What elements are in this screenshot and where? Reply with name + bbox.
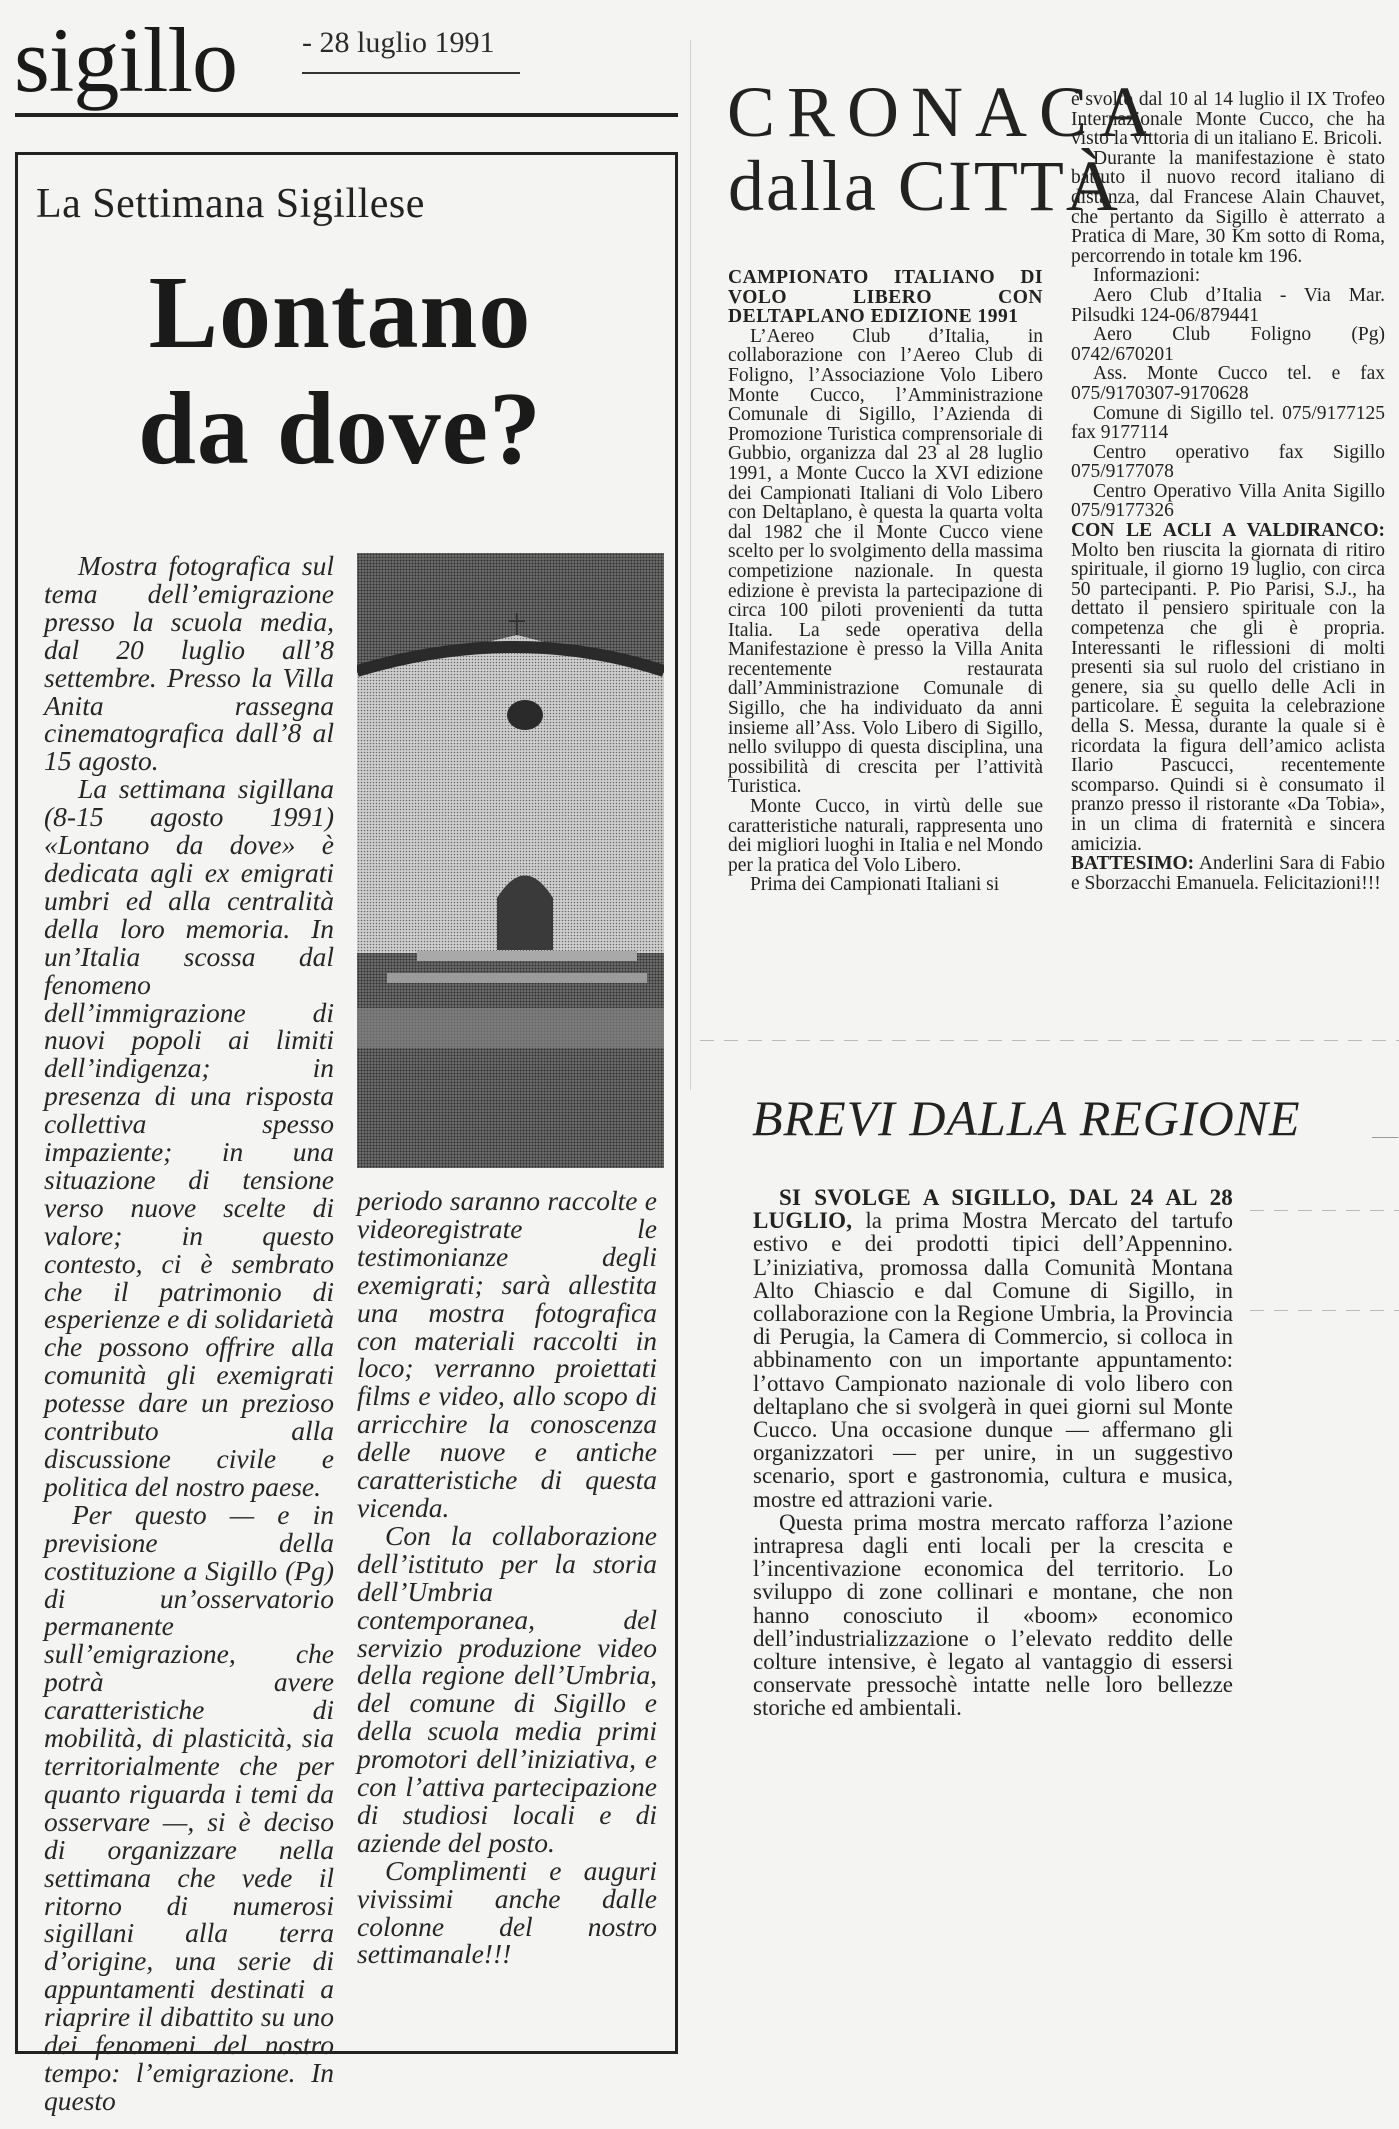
paragraph: Monte Cucco, in virtù delle sue caratteristiche naturali, rappresenta uno dei migliori luoghi in Italia e nel Mondo per la pratica del Volo Libero. <box>728 796 1043 876</box>
battesimo-heading: BATTESIMO: <box>1071 853 1195 875</box>
contact-line: Aero Club d’Italia - Via Mar. Pilsudki 124-06/879441 <box>1071 284 1385 326</box>
contact-line: Ass. Monte Cucco tel. e fax 075/9170307-9170628 <box>1071 363 1385 404</box>
contact-line: Aero Club Foligno (Pg) 0742/670201 <box>1071 324 1385 365</box>
battesimo-paragraph <box>1071 854 1385 893</box>
margin-mark <box>1250 1210 1399 1211</box>
date-underline <box>302 72 520 74</box>
paragraph: L’Aereo Club d’Italia, in collaborazione con l’Aereo Club di Foligno, l’Associazione Volo Libero Monte Cucco, l’Amministrazione Comunale di Sigillo, l’Azienda di Promozione Turistica comprensoriale di Gubbio, organizza dal 23 al 28 luglio 1991, a Monte Cucco la XVI edizione dei Campionati Italiani di Volo Libero con Deltaplano, è questa la quarta volta dal 1982 che il Monte Cucco viene scelto per lo svolgimento della massima competizione nazionale. In questa edizione è prevista la partecipazione di circa 100 piloti provenienti da tutta Italia. La sede operativa della Manifestazione è presso la Villa Anita recentemente restaurata dall’Amministrazione Comunale di Sigillo, che ha individuato da anni insieme all’Ass. Volo Libero di Sigillo, nello sviluppo di questa disciplina, una possibilità di crescita per l’attività Turistica. <box>728 325 1043 798</box>
paragraph: Mostra fotografica sul tema dell’emigrazione presso la scuola media, dal 20 luglio all’8 settembre. Presso la Villa Anita rassegna cinematografica dall’8 al 15 agosto. <box>44 550 334 777</box>
column-divider <box>690 40 691 1090</box>
masthead-rule <box>15 113 678 117</box>
section-title-brevi: BREVI DALLA REGIONE <box>752 1090 1301 1146</box>
arched-door <box>497 876 553 951</box>
lead-paragraph <box>753 1186 1233 1511</box>
feature-headline <box>40 255 640 488</box>
contact-line: Centro Operativo Villa Anita Sigillo 075/9177326 <box>1071 480 1385 522</box>
brevi-column <box>753 1186 1233 1720</box>
paragraph: La settimana sigillana (8-15 agosto 1991) «Lontano da dove» è dedicata agli ex emigrati umbri ed alla centralità della loro memoria. In un’Italia scossa dal fenomeno dell’immigrazione di nuovi popoli ai limiti dell’indigenza; in presenza di una risposta collettiva spesso impaziente; in una situazione di tensione verso nuove scelte di valore; in questo contesto, ci è sembrato che il patrimonio di esperienze e di solidarietà che possono offrire alla comunità gli exemigrati potesse dare un prezioso contributo alla discussione civile e politica del nostro paese. <box>44 773 334 1502</box>
cronaca-column-2 <box>1071 90 1385 893</box>
church-illustration <box>357 553 664 1168</box>
paragraph: Complimenti e auguri vivissimi anche dalle colonne del nostro settimanale!!! <box>357 1854 657 1970</box>
cronaca-column-1 <box>728 268 1043 895</box>
margin-mark <box>1250 1310 1399 1311</box>
article-headline: CAMPIONATO ITALIANO DI VOLO LIBERO CON DELTAPLANO EDIZIONE 1991 <box>728 267 1043 328</box>
paragraph: Questa prima mostra mercato rafforza l’azione intrapresa dagli enti locali per la crescita e l’incentivazione economica del territorio. Lo sviluppo di zone collinari e montane, che non hanno conosciuto il «boom» economico dell’industrializzazione o l’elevato reddito delle colture intensive, è legato al vantaggio di essersi conservate pressochè intatte nelle loro bellezze storiche ed ambientali. <box>753 1509 1233 1721</box>
contact-line: Centro operativo fax Sigillo 075/9177078 <box>1071 441 1385 483</box>
info-label: Informazioni: <box>1093 265 1201 287</box>
paragraph: Durante la manifestazione è stato battuto il nuovo record italiano di distanza, dal Francese Alain Chauvet, che pertanto da Sigillo è atterrato a Pratica di Mare, 30 Km sotto di Roma, percorrendo in totale km 196. <box>1071 147 1385 267</box>
headline-line-1: Lontano <box>148 255 532 370</box>
paragraph: è svolto dal 10 al 14 luglio il IX Trofeo Internazionale Monte Cucco, che ha visto la vittoria di un italiano E. Bricoli. <box>1071 89 1385 150</box>
paragraph: Con la collaborazione dell’istituto per la storia dell’Umbria contemporanea, del servizio produzione video della regione dell’Umbria, del comune di Sigillo e della scuola media primi promotori dell’iniziativa, e con l’attiva partecipazione di studiosi locali e di aziende del posto. <box>357 1519 657 1858</box>
ground <box>357 1008 664 1048</box>
section-title-citta: dalla CITTÀ <box>728 146 1120 226</box>
feature-kicker: La Settimana Sigillese <box>36 181 425 227</box>
acli-heading: CON LE ACLI A VALDIRANCO: <box>1071 520 1385 542</box>
round-window <box>507 700 543 730</box>
paragraph: periodo saranno raccolte e videoregistrate le testimonianze degli exemigrati; sarà allestita una mostra fotografica con materiali raccolti in loco; verranno proiettati films e video, allo scopo di arricchire la conoscenza delle nuove e antiche caratteristiche di questa vicenda. <box>357 1185 657 1523</box>
battesimo-text: Anderlini Sara di Fabio e Sborzacchi Emanuela. Felicitazioni!!! <box>1071 853 1385 894</box>
section-separator <box>700 1040 1399 1041</box>
feature-left-column <box>44 552 334 2115</box>
acli-paragraph <box>1071 521 1385 854</box>
steps-shadow <box>357 953 664 1168</box>
section-title-cronaca: CRONACA <box>727 72 1164 152</box>
step-1 <box>417 951 637 961</box>
contact-line: Comune di Sigillo tel. 075/9177125 fax 9177114 <box>1071 402 1385 444</box>
paragraph: Prima dei Campionati Italiani si <box>750 874 1000 896</box>
church-facade-photo <box>357 553 664 1168</box>
paragraph: Per questo — e in previsione della costituzione a Sigillo (Pg) di un’osservatorio permanente sull’emigrazione, che potrà avere caratteristiche di mobilità, di plasticità, sia territorialmente che per quanto riguarda i temi da osservare —, si è deciso di organizzare nella settimana che vede il ritorno di numerosi sigillani alla terra d’origine, una serie di appuntamenti destinati a riaprire il dibattito su uno dei fenomeni del nostro tempo: l’emigrazione. In questo <box>44 1498 334 2116</box>
acli-text: Molto ben riuscita la giornata di ritiro spirituale, il giorno 19 luglio, con circa 50 partecipanti. P. Pio Parisi, S.J., ha dettato il pensiero spirituale con la competenza che gli è propria. Interessanti le riflessioni di molti presenti sia sul ruolo del cristiano in genere, sia su quello delle Acli in particolare. È seguita la celebrazione della S. Messa, durante la quale si è ricordata la figura dell’amico aclista Ilario Pascucci, recentemente scomparso. Quindi si è consumato il pranzo presso il ristorante «Da Tobia», in un clima di fraternità e sincera amicizia. <box>1071 539 1385 855</box>
title-rule <box>1372 1137 1398 1138</box>
step-2 <box>387 973 647 983</box>
issue-date: - 28 luglio 1991 <box>302 26 495 59</box>
masthead-title: sigillo <box>14 9 238 111</box>
lead-text: la prima Mostra Mercato del tartufo estivo e dei prodotti tipici dell’Appennino. L’iniziativa, promossa dalla Comunità Montana Alto Chiascio e dal Comune di Sigillo, in collaborazione con la Regione Umbria, la Provincia di Perugia, la Camera di Commercio, si colloca in abbinamento con un importante appuntamento: l’ottavo Campionato nazionale di volo libero con deltaplano che si svolgerà in quei giorni sul Monte Cucco. Una occasione dunque — affermano gli organizzatori — per unire, in un suggestivo scenario, sport e gastronomia, cultura e musica, mostre ed attrazioni varie. <box>753 1208 1234 1512</box>
lead-bold: SI SVOLGE A SIGILLO, DAL 24 AL 28 LUGLIO, <box>753 1185 1233 1234</box>
headline-line-2: da dove? <box>138 371 542 487</box>
feature-middle-column <box>357 1187 657 1968</box>
